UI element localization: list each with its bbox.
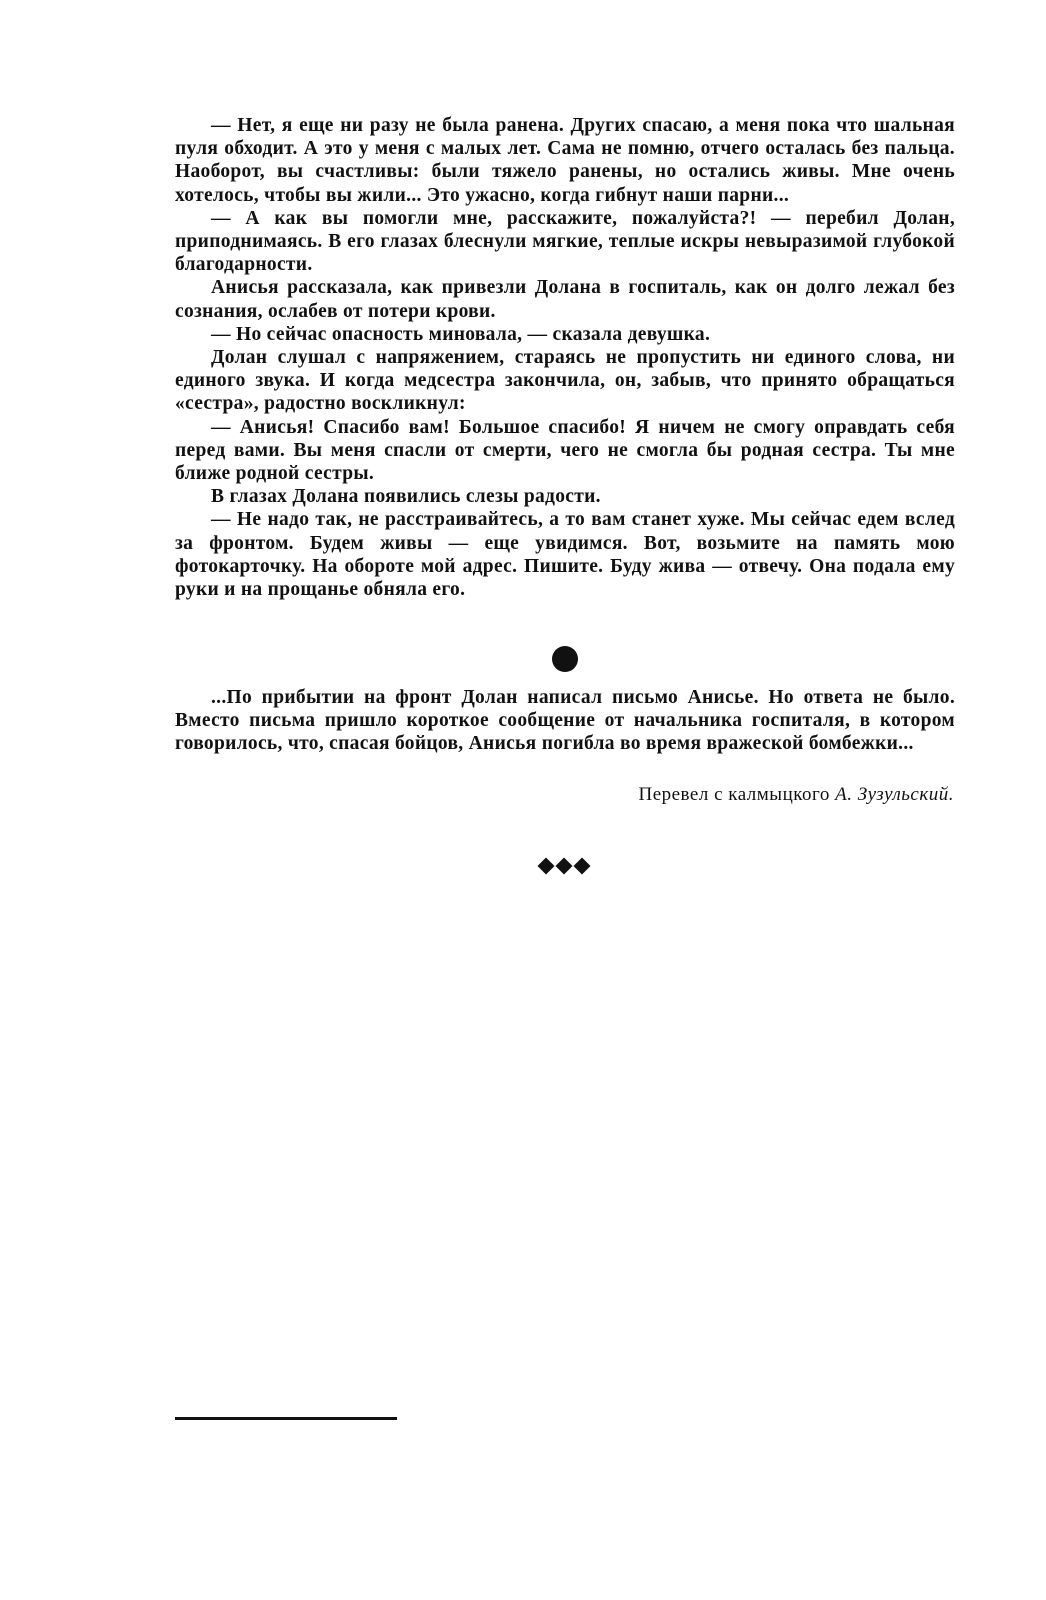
paragraph: Долан слушал с напряжением, стараясь не пропустить ни единого слова, ни единого звука. И когда медсестра закончила, он, забыв, что принято обращаться «сестра», радостно воскликнул:: [175, 347, 955, 415]
paragraph: — Не надо так, не расстраивайтесь, а то вам станет хуже. Мы сейчас едем вслед за фронтом. Будем живы — еще увидимся. Вот, возьмите на память мою фотокарточку. На обороте мой адрес. Пишите. Буду жива — отвечу. Она подала ему руки и на прощанье обняла его.: [175, 509, 955, 601]
end-ornament-icon: [538, 860, 590, 872]
diamond-icon: [556, 858, 573, 875]
paragraph: — Но сейчас опасность миновала, — сказала девушка.: [211, 323, 711, 345]
story-text: [175, 114, 955, 601]
footnote-divider: [175, 1417, 397, 1420]
paragraph: — Анисья! Спасибо вам! Большое спасибо! Я ничем не смогу оправдать себя перед вами. Вы меня спасли от смерти, чего не смогла бы родная сестра. Ты мне ближе родной сестры.: [175, 416, 955, 485]
epilogue-text: [175, 686, 955, 756]
paragraph: Анисья рассказала, как привезли Долана в госпиталь, как он долго лежал без сознания, ослабев от потери крови.: [175, 277, 955, 322]
epilogue-paragraph: ...По прибытии на фронт Долан написал письмо Анисье. Но ответа не было. Вместо письма пришло короткое сообщение от начальника госпиталя, в котором говорилось, что, спасая бойцов, Анисья погибла во время вражеской бомбежки...: [175, 687, 955, 755]
section-separator-icon: [552, 646, 578, 672]
credit-author: А. Зузульский.: [835, 784, 954, 805]
diamond-icon: [574, 858, 591, 875]
translator-credit: [638, 784, 954, 806]
paragraph: — Нет, я еще ни разу не была ранена. Других спасаю, а меня пока что шальная пуля обходит. А это у меня с малых лет. Сама не помню, отчего осталась без пальца. Наоборот, вы счастливы: были тяжело ранены, но остались живы. Мне очень хотелось, чтобы вы жили... Это ужасно, когда гибнут наши парни...: [175, 115, 955, 206]
paragraph: В глазах Долана появились слезы радости.: [211, 486, 601, 508]
paragraph: — А как вы помогли мне, расскажите, пожалуйста?! — перебил Долан, приподнимаясь. В его глазах блеснули мягкие, теплые искры невыразимой глубокой благодарности.: [175, 207, 955, 276]
diamond-icon: [538, 858, 555, 875]
credit-prefix: Перевел с калмыцкого: [638, 784, 830, 805]
